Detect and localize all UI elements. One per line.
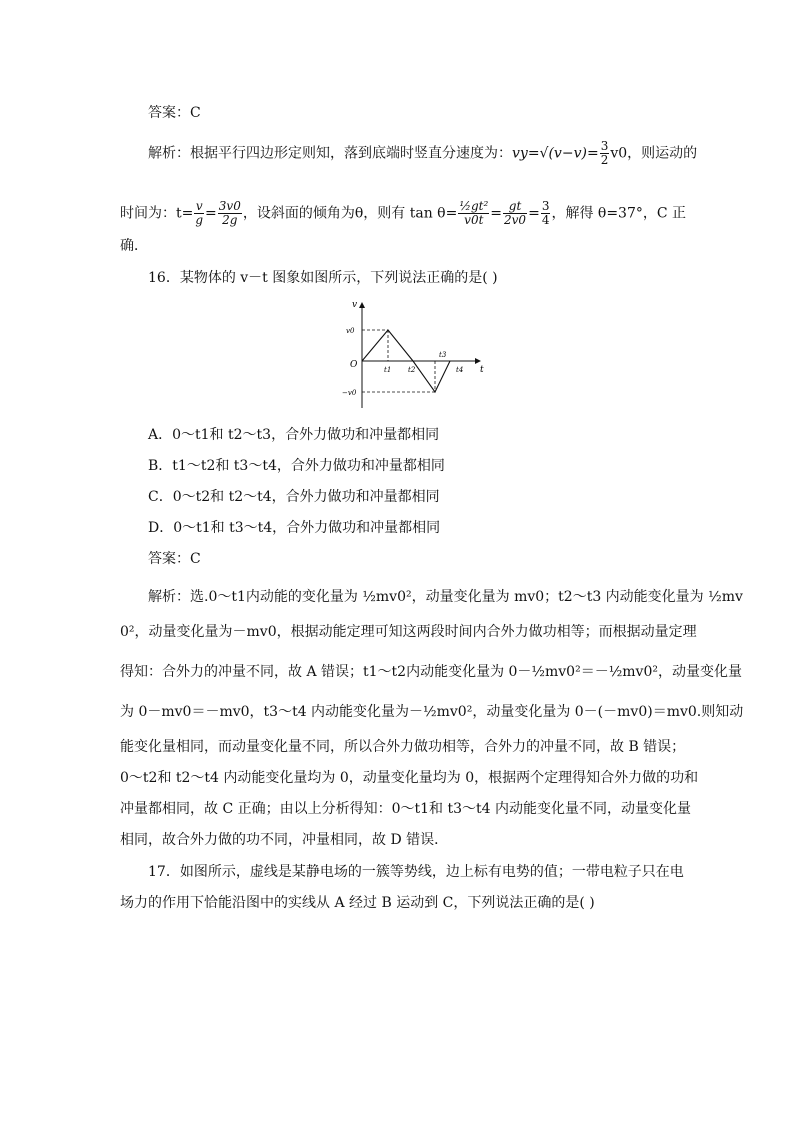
q16-explanation-line-5: 能变化量相同，而动量变化量不同，所以合外力做功相等，合外力的冲量不同，故 B 错误； — [120, 739, 686, 755]
q16-explanation-line-1: 解析：选.0～t1内动能的变化量为 ½mv0²，动量变化量为 mv0；t2～t3 内动能变化量为 ½mv — [148, 589, 743, 605]
q15-exp2-frac3: $\frac{\text{½gt²}}{v0t}$ — [459, 199, 489, 227]
q15-explanation-line-1 — [148, 140, 697, 167]
q16-explanation-line-6: 0～t2和 t2～t4 内动能变化量均为 0，动量变化量均为 0，根据两个定理得知合外力做的功和 — [120, 770, 699, 786]
t3-label: t3 — [439, 351, 447, 359]
q16-explanation-line-7: 冲量都相同，故 C 正确；由以上分析得知：0～t1和 t3～t4 内动能变化量不同，动量变化量 — [120, 801, 692, 817]
q16-option-b: B．t1～t2和 t3～t4，合外力做功和冲量都相同 — [148, 458, 445, 474]
q15-explanation-line-3: 确． — [120, 238, 148, 254]
q15-exp2-pre: 时间为：t= — [120, 205, 194, 222]
q15-exp2-frac5: $\frac{3}{4}$ — [541, 199, 550, 227]
q16-explanation-line-2: 0²，动量变化量为－mv0，根据动能定理可知这两段时间内合外力做功相等；而根据动量定理 — [120, 624, 697, 640]
q16-stem: 16．某物体的 v－t 图象如图所示，下列说法正确的是( ) — [148, 270, 498, 286]
origin-label: O — [350, 360, 358, 370]
q17-stem-line-2: 场力的作用下恰能沿图中的实线从 A 经过 B 运动到 C，下列说法正确的是( ) — [120, 895, 595, 911]
q16-option-a: A．0～t1和 t2～t3，合外力做功和冲量都相同 — [148, 427, 440, 443]
q15-exp1-post: v0，则运动的 — [610, 145, 698, 162]
q17-stem-line-1: 17．如图所示，虚线是某静电场的一簇等势线，边上标有电势的值；一带电粒子只在电 — [148, 864, 684, 880]
q16-vt-graph — [340, 295, 490, 410]
q16-answer: 答案：C — [148, 551, 201, 567]
neg-v0-label: −v0 — [342, 389, 357, 397]
v-axis-label: v — [352, 300, 358, 310]
q16-option-c: C．0～t2和 t2～t4，合外力做功和冲量都相同 — [148, 489, 440, 505]
q16-explanation-line-4: 为 0－mv0＝－mv0，t3～t4 内动能变化量为－½mv0²，动量变化量为 0－(－mv0)＝mv0.则知动 — [120, 704, 744, 720]
q15-exp2-post: ，解得 θ=37°，C 正 — [551, 205, 687, 222]
q15-exp1-eq: vy=√(v−v)= — [512, 145, 599, 162]
q16-option-d: D．0～t1和 t3～t4，合外力做功和冲量都相同 — [148, 520, 441, 536]
t1-label: t1 — [384, 366, 392, 374]
q15-exp2-frac2: $\frac{3v0}{2g}$ — [218, 199, 241, 227]
q15-explanation-line-2: 时间为：t= $\frac{v}{g}$ = $\frac{3v0}{2g}$ ，设斜面的倾角为θ，则有 tan θ= $\frac{\text{½gt²}}{v0t}$ = $\frac{gt}{2v0}$ = $\frac{3}{4}$ ，解得 θ=37°，C 正 — [120, 199, 687, 227]
q15-exp1-frac: $\frac{3}{2}$ — [600, 139, 609, 167]
q16-explanation-line-3: 得知：合外力的冲量不同，故 A 错误；t1～t2内动能变化量为 0－½mv0²＝－½mv0²，动量变化量 — [120, 664, 742, 680]
q15-exp2-frac4: $\frac{gt}{2v0}$ — [504, 199, 527, 227]
q15-exp2-mid: ，设斜面的倾角为θ，则有 tan θ= — [242, 205, 458, 222]
q15-exp2-frac1: $\frac{v}{g}$ — [195, 199, 204, 227]
q15-answer: 答案：C — [148, 105, 201, 121]
t-axis-label: t — [480, 365, 484, 375]
t2-label: t2 — [408, 366, 416, 374]
v0-label: v0 — [346, 327, 355, 335]
t4-label: t4 — [456, 366, 464, 374]
q16-explanation-line-8: 相同，故合外力做的功不同，冲量相同，故 D 错误． — [120, 832, 449, 848]
q15-exp1-text: 解析：根据平行四边形定则知，落到底端时竖直分速度为： — [148, 145, 512, 162]
